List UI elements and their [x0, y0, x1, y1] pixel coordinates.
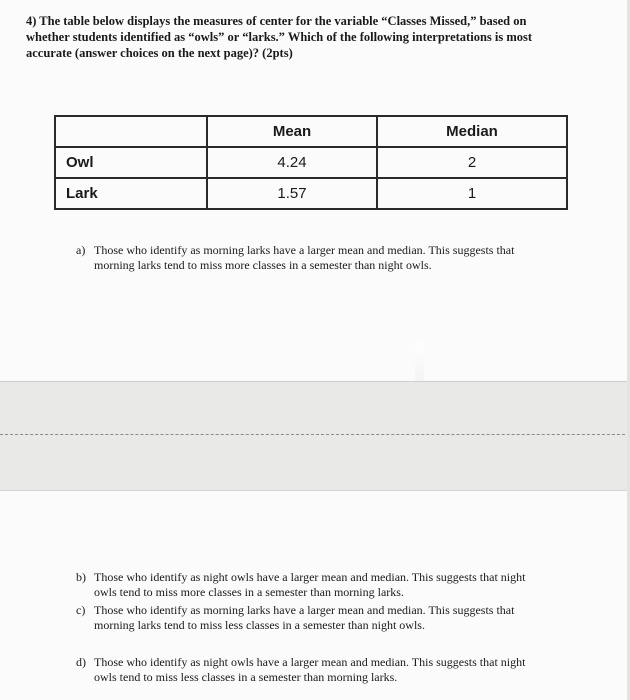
choice-letter: b)	[76, 570, 86, 584]
lark-median: 1	[377, 178, 567, 209]
owl-median: 2	[377, 147, 567, 178]
choice-text: Those who identify as morning larks have a larger mean and median. This suggests that morning larks tend to miss less classes in a semester than night owls.	[94, 603, 515, 632]
question-text: 4) The table below displays the measures of center for the variable “Classes Missed,” based on whether students identified as “owls” or “larks.” Which of the following interpretations is most accurate (answer choices on the next page)? (2pts)	[26, 14, 533, 60]
answer-choice-b[interactable]	[76, 570, 531, 600]
table-header-median: Median	[377, 116, 567, 147]
answer-choice-d[interactable]	[76, 655, 531, 685]
answer-choice-c[interactable]	[76, 603, 516, 633]
row-label-owl: Owl	[55, 147, 207, 178]
choice-text: Those who identify as morning larks have a larger mean and median. This suggests that morning larks tend to miss more classes in a semester than night owls.	[94, 243, 515, 272]
photo-glare	[415, 340, 424, 386]
table-row	[55, 147, 567, 178]
choice-letter: d)	[76, 655, 86, 669]
table-header-empty	[55, 116, 207, 147]
choice-letter: c)	[76, 603, 86, 617]
answer-choice-a[interactable]	[76, 243, 526, 273]
table-header-row	[55, 116, 567, 147]
table-header-mean: Mean	[207, 116, 377, 147]
page-break-divider	[0, 434, 630, 435]
choice-text: Those who identify as night owls have a larger mean and median. This suggests that night owls tend to miss less classes in a semester than morning larks.	[94, 655, 526, 684]
choice-text: Those who identify as night owls have a larger mean and median. This suggests that night owls tend to miss more classes in a semester than morning larks.	[94, 570, 526, 599]
measures-table	[54, 115, 568, 210]
choice-letter: a)	[76, 243, 86, 257]
owl-mean: 4.24	[207, 147, 377, 178]
table-row	[55, 178, 567, 209]
row-label-lark: Lark	[55, 178, 207, 209]
lark-mean: 1.57	[207, 178, 377, 209]
page-break-band	[0, 381, 630, 491]
